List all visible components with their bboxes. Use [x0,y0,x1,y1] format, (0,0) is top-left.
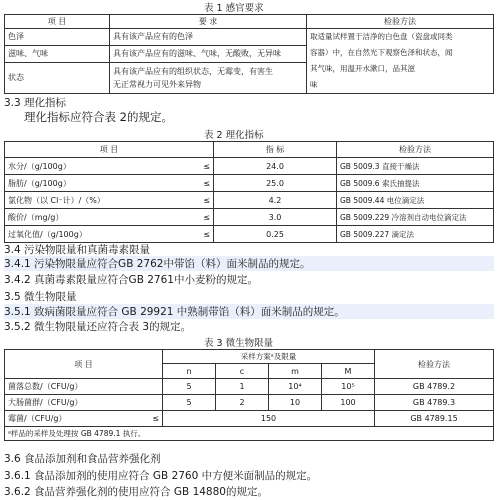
table3-row-method: GB 4789.3 [375,395,494,411]
table3-caption: 表 3 微生物限量 [204,338,274,349]
table3-subheader-n: n [163,364,216,379]
table3-header-group: 采样方案ᵃ及限量 [163,350,375,364]
table3-row-item: 大肠菌群/（CFU/g） [5,395,163,411]
section-3-6-1: 3.6.1 食品添加剂的使用应符合 GB 2760 中方便米面制品的规定。 [4,470,318,482]
table3-footnote: ᵃ样品的采样及处理按 GB 4789.1 执行。 [5,427,494,441]
section-3-4-2: 3.4.2 真菌毒素限量应符合GB 2761中小麦粉的规定。 [4,274,258,286]
table3-subheader-m: m [269,364,322,379]
table1-method-cell [307,29,494,94]
table3-row-M: 10⁵ [322,379,375,395]
table3-row-item: 菌落总数/（CFU/g） [5,379,163,395]
table2-row-value: 25.0 [214,175,337,192]
table1-header-req: 要 求 [110,15,307,29]
table2-row-item: 酸价/（mg/g） [5,209,178,226]
section-3-4-heading: 3.4 污染物限量和真菌毒素限量 [4,244,151,256]
table2-row-method: GB 5009.227 滴定法 [337,226,494,243]
table2-row-item: 脂肪/（g/100g） [5,175,178,192]
table1-method-line: 其气味，用温开水漱口，品其滋 [310,64,415,73]
table1-row-state-req-line1: 具有该产品应有的组织状态，无霉变，有害生 [113,66,273,76]
table3-row-c: 2 [216,395,269,411]
table2-row-op: ≤ [177,158,214,175]
table1-row-taste-req: 具有该产品应有的滋味、气味，无酸败，无异味 [110,45,307,62]
table1 [4,14,494,94]
table2-row-value: 0.25 [214,226,337,243]
table3-row-n: 5 [163,395,216,411]
section-3-6-heading: 3.6 食品添加剂和食品营养强化剂 [4,453,161,465]
table1-row-color-req: 具有该产品应有的色泽 [110,29,307,46]
table1-row-state-item: 状态 [5,62,110,93]
table1-caption: 表 1 感官要求 [204,3,264,14]
table1-row-color-item: 色泽 [5,29,110,46]
table3-row-m: 10⁴ [269,379,322,395]
table3-mold-value: 150 [163,411,375,427]
table3-mold-method: GB 4789.15 [375,411,494,427]
table2-row-op: ≤ [177,192,214,209]
table1-method-line: 取适量试样置于洁净的白色盘（瓷盘或同类 [310,32,453,41]
table2-row-method: GB 5009.6 索氏抽提法 [337,175,494,192]
table2-row-op: ≤ [177,175,214,192]
table2-row-value: 4.2 [214,192,337,209]
table1-header-item: 项 目 [5,15,110,29]
table1-row-taste-item: 滋味、气味 [5,45,110,62]
section-3-5-2: 3.5.2 微生物限量还应符合表 3的规定。 [4,321,192,333]
table2-row-method: GB 5009.229 冷溶剂自动电位滴定法 [337,209,494,226]
table3-row-n: 5 [163,379,216,395]
section-3-6-2: 3.6.2 食品营养强化剂的使用应符合 GB 14880的规定。 [4,486,268,498]
table3-row-M: 100 [322,395,375,411]
table2-row-item: 过氧化值/（g/100g） [5,226,178,243]
table2-caption: 表 2 理化指标 [204,130,264,141]
table3-subheader-M: M [322,364,375,379]
table2-row-item: 水分/（g/100g） [5,158,178,175]
section-3-4-1: 3.4.1 污染物限量应符合GB 2762中带馅（料）面米制品的规定。 [4,256,494,271]
table3-mold-item: 霉菌/（CFU/g） [5,411,136,427]
table2-row-method: GB 5009.44 电位滴定法 [337,192,494,209]
table1-row-state-req [110,62,307,93]
table3-header-item: 项 目 [5,350,163,379]
table1-method-line: 容器）中，在自然光下观察色泽和状态，闻 [310,48,453,57]
table3-row-c: 1 [216,379,269,395]
section-3-3-heading: 3.3 理化指标 [4,97,67,109]
table1-method-line: 味 [310,80,318,89]
table1-header-method: 检验方法 [307,15,494,29]
table1-row-state-req-line2: 无正常视力可见外来异物 [113,79,201,89]
table2-row-value: 3.0 [214,209,337,226]
section-3-5-heading: 3.5 微生物限量 [4,291,77,303]
table2-row-method: GB 5009.3 直接干燥法 [337,158,494,175]
table2-header-item: 项 目 [5,142,214,158]
table3-mold-op: ≤ [136,411,163,427]
table3 [4,349,494,441]
table2-row-value: 24.0 [214,158,337,175]
table2-row-op: ≤ [177,226,214,243]
table3-row-m: 10 [269,395,322,411]
table2-row-item: 氯化物（以 Cl⁻计）/（%） [5,192,178,209]
table2-header-value: 指 标 [214,142,337,158]
section-3-5-1: 3.5.1 致病菌限量应符合 GB 29921 中熟制带馅（料）面米制品的规定。 [4,304,494,319]
section-3-3-text: 理化指标应符合表 2的规定。 [24,110,173,124]
table2-row-op: ≤ [177,209,214,226]
table2-header-method: 检验方法 [337,142,494,158]
table3-header-method: 检验方法 [375,350,494,379]
table2 [4,141,494,243]
table3-subheader-c: c [216,364,269,379]
table3-row-method: GB 4789.2 [375,379,494,395]
